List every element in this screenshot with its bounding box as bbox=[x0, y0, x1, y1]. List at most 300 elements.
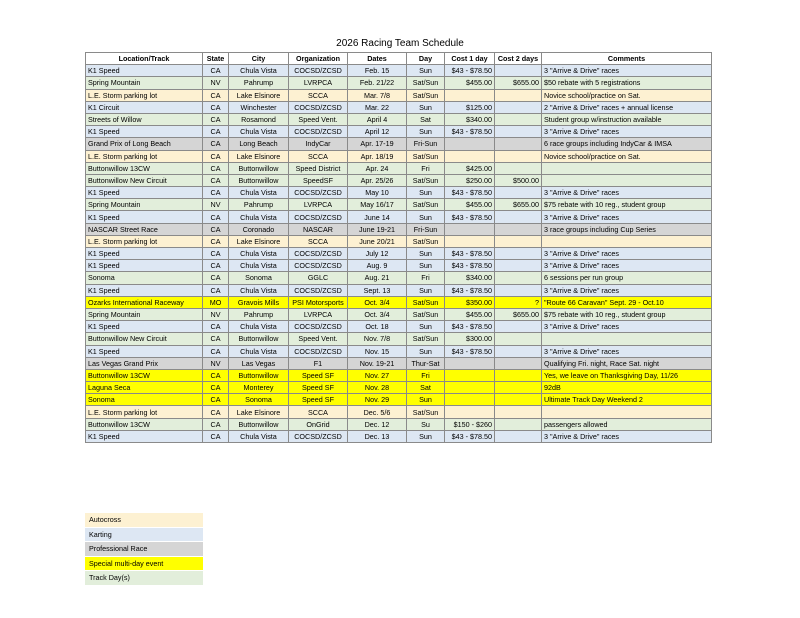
city-cell: Gravois Mills bbox=[229, 296, 289, 308]
day-cell: Sat/Sun bbox=[407, 333, 445, 345]
table-row bbox=[86, 406, 712, 418]
table-row bbox=[86, 138, 712, 150]
dates-cell: May 10 bbox=[348, 187, 407, 199]
dates-cell: Feb. 21/22 bbox=[348, 77, 407, 89]
legend-item-pro: Professional Race bbox=[85, 542, 203, 557]
comments-cell: Student group w/instruction available bbox=[542, 113, 712, 125]
dates-cell: Dec. 12 bbox=[348, 418, 407, 430]
cost-1-day-cell: $455.00 bbox=[445, 199, 495, 211]
city-cell: Chula Vista bbox=[229, 187, 289, 199]
cost-1-day-cell bbox=[445, 406, 495, 418]
cost-1-day-cell: $43 - $78.50 bbox=[445, 430, 495, 442]
comments-cell: 92dB bbox=[542, 382, 712, 394]
comments-cell: 3 "Arrive & Drive" races bbox=[542, 430, 712, 442]
location-cell: L.E. Storm parking lot bbox=[86, 406, 203, 418]
comments-cell: 3 "Arrive & Drive" races bbox=[542, 211, 712, 223]
cost-1-day-cell: $125.00 bbox=[445, 101, 495, 113]
state-cell: CA bbox=[203, 65, 229, 77]
city-cell: Buttonwillow bbox=[229, 418, 289, 430]
state-cell: CA bbox=[203, 394, 229, 406]
organization-cell: COCSD/ZCSD bbox=[289, 345, 348, 357]
day-cell: Fri-Sun bbox=[407, 138, 445, 150]
organization-cell: Speed SF bbox=[289, 394, 348, 406]
location-cell: Laguna Seca bbox=[86, 382, 203, 394]
table-row bbox=[86, 382, 712, 394]
comments-cell: Qualifying Fri. night, Race Sat. night bbox=[542, 357, 712, 369]
schedule-table bbox=[85, 52, 712, 443]
cost-2-days-cell bbox=[495, 162, 542, 174]
day-cell: Fri bbox=[407, 369, 445, 381]
cost-2-days-cell bbox=[495, 345, 542, 357]
state-cell: NV bbox=[203, 357, 229, 369]
comments-cell: $50 rebate with 5 registrations bbox=[542, 77, 712, 89]
table-row bbox=[86, 113, 712, 125]
city-cell: Pahrump bbox=[229, 308, 289, 320]
city-cell: Lake Elsinore bbox=[229, 406, 289, 418]
location-cell: L.E. Storm parking lot bbox=[86, 89, 203, 101]
comments-cell: Yes, we leave on Thanksgiving Day, 11/26 bbox=[542, 369, 712, 381]
city-cell: Monterey bbox=[229, 382, 289, 394]
state-cell: CA bbox=[203, 126, 229, 138]
organization-cell: COCSD/ZCSD bbox=[289, 101, 348, 113]
cost-1-day-cell bbox=[445, 394, 495, 406]
state-cell: CA bbox=[203, 406, 229, 418]
state-cell: CA bbox=[203, 162, 229, 174]
organization-cell: NASCAR bbox=[289, 223, 348, 235]
city-cell: Lake Elsinore bbox=[229, 150, 289, 162]
city-cell: Long Beach bbox=[229, 138, 289, 150]
day-cell: Sun bbox=[407, 260, 445, 272]
organization-cell: Speed SF bbox=[289, 369, 348, 381]
cost-2-days-cell: $655.00 bbox=[495, 199, 542, 211]
day-cell: Fri-Sun bbox=[407, 223, 445, 235]
dates-cell: Nov. 19-21 bbox=[348, 357, 407, 369]
table-row bbox=[86, 369, 712, 381]
cost-2-days-cell bbox=[495, 211, 542, 223]
comments-cell: Novice school/practice on Sat. bbox=[542, 89, 712, 101]
cost-1-day-cell bbox=[445, 235, 495, 247]
state-cell: CA bbox=[203, 272, 229, 284]
table-row bbox=[86, 77, 712, 89]
organization-cell: COCSD/ZCSD bbox=[289, 260, 348, 272]
day-cell: Sun bbox=[407, 345, 445, 357]
table-row bbox=[86, 199, 712, 211]
dates-cell: Apr. 24 bbox=[348, 162, 407, 174]
cost-1-day-cell bbox=[445, 138, 495, 150]
dates-cell: Oct. 18 bbox=[348, 321, 407, 333]
day-cell: Sat/Sun bbox=[407, 296, 445, 308]
cost-2-days-cell bbox=[495, 223, 542, 235]
day-cell: Sat bbox=[407, 382, 445, 394]
dates-cell: May 16/17 bbox=[348, 199, 407, 211]
day-cell: Sat/Sun bbox=[407, 150, 445, 162]
location-cell: Buttonwillow New Circuit bbox=[86, 333, 203, 345]
legend-item-autocross: Autocross bbox=[85, 513, 203, 528]
location-cell: Sonoma bbox=[86, 272, 203, 284]
cost-1-day-cell: $340.00 bbox=[445, 272, 495, 284]
dates-cell: Dec. 13 bbox=[348, 430, 407, 442]
day-cell: Su bbox=[407, 418, 445, 430]
state-cell: CA bbox=[203, 369, 229, 381]
city-cell: Chula Vista bbox=[229, 65, 289, 77]
dates-cell: July 12 bbox=[348, 248, 407, 260]
schedule-body bbox=[86, 65, 712, 443]
page-title: 2026 Racing Team Schedule bbox=[336, 38, 464, 49]
state-cell: CA bbox=[203, 248, 229, 260]
cost-1-day-cell: $43 - $78.50 bbox=[445, 321, 495, 333]
location-cell: K1 Speed bbox=[86, 260, 203, 272]
day-cell: Sat/Sun bbox=[407, 199, 445, 211]
day-cell: Fri bbox=[407, 272, 445, 284]
dates-cell: Feb. 15 bbox=[348, 65, 407, 77]
cost-2-days-cell: $655.00 bbox=[495, 77, 542, 89]
city-cell: Chula Vista bbox=[229, 248, 289, 260]
comments-cell: 6 sessions per run group bbox=[542, 272, 712, 284]
cost-1-day-cell: $43 - $78.50 bbox=[445, 284, 495, 296]
state-cell: CA bbox=[203, 284, 229, 296]
cost-2-days-cell bbox=[495, 418, 542, 430]
cost-2-days-cell bbox=[495, 382, 542, 394]
table-row bbox=[86, 418, 712, 430]
location-cell: Sonoma bbox=[86, 394, 203, 406]
state-cell: CA bbox=[203, 260, 229, 272]
comments-cell: 3 "Arrive & Drive" races bbox=[542, 187, 712, 199]
cost-2-days-cell bbox=[495, 248, 542, 260]
comments-cell: 3 "Arrive & Drive" races bbox=[542, 65, 712, 77]
cost-1-day-cell: $300.00 bbox=[445, 333, 495, 345]
day-cell: Fri bbox=[407, 162, 445, 174]
comments-cell: $75 rebate with 10 reg., student group bbox=[542, 308, 712, 320]
day-cell: Sun bbox=[407, 65, 445, 77]
comments-cell bbox=[542, 333, 712, 345]
table-row bbox=[86, 296, 712, 308]
city-cell: Buttonwillow bbox=[229, 162, 289, 174]
day-cell: Sun bbox=[407, 284, 445, 296]
comments-cell bbox=[542, 406, 712, 418]
cost-2-days-cell bbox=[495, 406, 542, 418]
cost-2-days-cell: $500.00 bbox=[495, 174, 542, 186]
city-cell: Pahrump bbox=[229, 199, 289, 211]
table-row bbox=[86, 321, 712, 333]
location-cell: K1 Speed bbox=[86, 187, 203, 199]
location-cell: K1 Speed bbox=[86, 248, 203, 260]
organization-cell: LVRPCA bbox=[289, 199, 348, 211]
organization-cell: GGLC bbox=[289, 272, 348, 284]
comments-cell: 3 "Arrive & Drive" races bbox=[542, 126, 712, 138]
state-cell: CA bbox=[203, 113, 229, 125]
cost-2-days-cell bbox=[495, 150, 542, 162]
cost-2-days-cell bbox=[495, 272, 542, 284]
day-cell: Sat/Sun bbox=[407, 406, 445, 418]
organization-cell: F1 bbox=[289, 357, 348, 369]
day-cell: Sun bbox=[407, 430, 445, 442]
city-cell: Chula Vista bbox=[229, 430, 289, 442]
day-cell: Thur-Sat bbox=[407, 357, 445, 369]
col-header-organization: Organization bbox=[289, 53, 348, 65]
table-row bbox=[86, 394, 712, 406]
location-cell: Spring Mountain bbox=[86, 308, 203, 320]
cost-2-days-cell bbox=[495, 394, 542, 406]
location-cell: NASCAR Street Race bbox=[86, 223, 203, 235]
dates-cell: Apr. 18/19 bbox=[348, 150, 407, 162]
location-cell: Buttonwillow 13CW bbox=[86, 369, 203, 381]
cost-2-days-cell: $655.00 bbox=[495, 308, 542, 320]
organization-cell: IndyCar bbox=[289, 138, 348, 150]
cost-2-days-cell bbox=[495, 235, 542, 247]
dates-cell: Nov. 29 bbox=[348, 394, 407, 406]
legend-item-track: Track Day(s) bbox=[85, 571, 203, 586]
location-cell: K1 Circuit bbox=[86, 101, 203, 113]
dates-cell: Aug. 9 bbox=[348, 260, 407, 272]
organization-cell: COCSD/ZCSD bbox=[289, 248, 348, 260]
location-cell: K1 Speed bbox=[86, 430, 203, 442]
dates-cell: Nov. 7/8 bbox=[348, 333, 407, 345]
organization-cell: COCSD/ZCSD bbox=[289, 65, 348, 77]
comments-cell: 3 "Arrive & Drive" races bbox=[542, 284, 712, 296]
location-cell: K1 Speed bbox=[86, 321, 203, 333]
dates-cell: Apr. 17-19 bbox=[348, 138, 407, 150]
dates-cell: Aug. 21 bbox=[348, 272, 407, 284]
state-cell: NV bbox=[203, 308, 229, 320]
cost-2-days-cell: ? bbox=[495, 296, 542, 308]
dates-cell: June 20/21 bbox=[348, 235, 407, 247]
col-header-city: City bbox=[229, 53, 289, 65]
organization-cell: SCCA bbox=[289, 235, 348, 247]
table-row bbox=[86, 65, 712, 77]
state-cell: CA bbox=[203, 345, 229, 357]
comments-cell: 3 race groups including Cup Series bbox=[542, 223, 712, 235]
comments-cell bbox=[542, 235, 712, 247]
cost-2-days-cell bbox=[495, 126, 542, 138]
cost-1-day-cell bbox=[445, 150, 495, 162]
state-cell: CA bbox=[203, 430, 229, 442]
comments-cell: 3 "Arrive & Drive" races bbox=[542, 260, 712, 272]
dates-cell: Nov. 15 bbox=[348, 345, 407, 357]
state-cell: CA bbox=[203, 174, 229, 186]
organization-cell: COCSD/ZCSD bbox=[289, 284, 348, 296]
organization-cell: SCCA bbox=[289, 150, 348, 162]
cost-1-day-cell: $43 - $78.50 bbox=[445, 65, 495, 77]
dates-cell: Apr. 25/26 bbox=[348, 174, 407, 186]
comments-cell bbox=[542, 162, 712, 174]
dates-cell: Mar. 7/8 bbox=[348, 89, 407, 101]
location-cell: Streets of Willow bbox=[86, 113, 203, 125]
table-row bbox=[86, 248, 712, 260]
state-cell: CA bbox=[203, 150, 229, 162]
cost-2-days-cell bbox=[495, 89, 542, 101]
location-cell: Buttonwillow 13CW bbox=[86, 162, 203, 174]
organization-cell: Speed Vent. bbox=[289, 113, 348, 125]
state-cell: CA bbox=[203, 101, 229, 113]
city-cell: Buttonwillow bbox=[229, 174, 289, 186]
table-row bbox=[86, 223, 712, 235]
city-cell: Chula Vista bbox=[229, 260, 289, 272]
comments-cell: 3 "Arrive & Drive" races bbox=[542, 248, 712, 260]
location-cell: L.E. Storm parking lot bbox=[86, 150, 203, 162]
cost-2-days-cell bbox=[495, 65, 542, 77]
cost-2-days-cell bbox=[495, 333, 542, 345]
cost-1-day-cell: $455.00 bbox=[445, 308, 495, 320]
organization-cell: LVRPCA bbox=[289, 308, 348, 320]
state-cell: NV bbox=[203, 77, 229, 89]
organization-cell: PSI Motorsports bbox=[289, 296, 348, 308]
col-header-dates: Dates bbox=[348, 53, 407, 65]
cost-1-day-cell: $150 - $260 bbox=[445, 418, 495, 430]
col-header-day: Day bbox=[407, 53, 445, 65]
organization-cell: Speed Vent. bbox=[289, 333, 348, 345]
state-cell: CA bbox=[203, 235, 229, 247]
cost-1-day-cell: $43 - $78.50 bbox=[445, 211, 495, 223]
city-cell: Buttonwillow bbox=[229, 333, 289, 345]
city-cell: Chula Vista bbox=[229, 345, 289, 357]
day-cell: Sat/Sun bbox=[407, 308, 445, 320]
day-cell: Sat/Sun bbox=[407, 77, 445, 89]
cost-1-day-cell: $43 - $78.50 bbox=[445, 187, 495, 199]
city-cell: Sonoma bbox=[229, 272, 289, 284]
location-cell: Buttonwillow New Circuit bbox=[86, 174, 203, 186]
table-header-row bbox=[86, 53, 712, 65]
table-row bbox=[86, 308, 712, 320]
day-cell: Sat/Sun bbox=[407, 89, 445, 101]
state-cell: MO bbox=[203, 296, 229, 308]
cost-1-day-cell: $250.00 bbox=[445, 174, 495, 186]
city-cell: Chula Vista bbox=[229, 321, 289, 333]
comments-cell: 6 race groups including IndyCar & IMSA bbox=[542, 138, 712, 150]
location-cell: K1 Speed bbox=[86, 65, 203, 77]
dates-cell: Oct. 3/4 bbox=[348, 296, 407, 308]
cost-2-days-cell bbox=[495, 187, 542, 199]
dates-cell: Mar. 22 bbox=[348, 101, 407, 113]
cost-2-days-cell bbox=[495, 357, 542, 369]
day-cell: Sun bbox=[407, 394, 445, 406]
city-cell: Sonoma bbox=[229, 394, 289, 406]
cost-2-days-cell bbox=[495, 260, 542, 272]
comments-cell: Ultimate Track Day Weekend 2 bbox=[542, 394, 712, 406]
location-cell: K1 Speed bbox=[86, 284, 203, 296]
location-cell: K1 Speed bbox=[86, 211, 203, 223]
organization-cell: COCSD/ZCSD bbox=[289, 430, 348, 442]
col-header-state: State bbox=[203, 53, 229, 65]
cost-1-day-cell bbox=[445, 89, 495, 101]
organization-cell: LVRPCA bbox=[289, 77, 348, 89]
state-cell: CA bbox=[203, 187, 229, 199]
dates-cell: April 4 bbox=[348, 113, 407, 125]
dates-cell: April 12 bbox=[348, 126, 407, 138]
state-cell: CA bbox=[203, 138, 229, 150]
day-cell: Sun bbox=[407, 211, 445, 223]
cost-1-day-cell: $425.00 bbox=[445, 162, 495, 174]
organization-cell: SCCA bbox=[289, 89, 348, 101]
organization-cell: SCCA bbox=[289, 406, 348, 418]
location-cell: Spring Mountain bbox=[86, 199, 203, 211]
table-row bbox=[86, 430, 712, 442]
state-cell: CA bbox=[203, 333, 229, 345]
day-cell: Sun bbox=[407, 101, 445, 113]
cost-1-day-cell: $43 - $78.50 bbox=[445, 248, 495, 260]
state-cell: CA bbox=[203, 321, 229, 333]
organization-cell: COCSD/ZCSD bbox=[289, 126, 348, 138]
state-cell: CA bbox=[203, 382, 229, 394]
cost-2-days-cell bbox=[495, 138, 542, 150]
cost-2-days-cell bbox=[495, 284, 542, 296]
cost-1-day-cell: $350.00 bbox=[445, 296, 495, 308]
location-cell: K1 Speed bbox=[86, 126, 203, 138]
dates-cell: Dec. 5/6 bbox=[348, 406, 407, 418]
day-cell: Sat/Sun bbox=[407, 174, 445, 186]
organization-cell: COCSD/ZCSD bbox=[289, 187, 348, 199]
cost-1-day-cell: $455.00 bbox=[445, 77, 495, 89]
organization-cell: Speed District bbox=[289, 162, 348, 174]
legend-item-karting: Karting bbox=[85, 528, 203, 543]
organization-cell: COCSD/ZCSD bbox=[289, 321, 348, 333]
table-row bbox=[86, 101, 712, 113]
organization-cell: SpeedSF bbox=[289, 174, 348, 186]
cost-1-day-cell: $340.00 bbox=[445, 113, 495, 125]
col-header-cost-1-day: Cost 1 day bbox=[445, 53, 495, 65]
cost-2-days-cell bbox=[495, 113, 542, 125]
comments-cell: passengers allowed bbox=[542, 418, 712, 430]
city-cell: Las Vegas bbox=[229, 357, 289, 369]
city-cell: Coronado bbox=[229, 223, 289, 235]
col-header-cost-2-days: Cost 2 days bbox=[495, 53, 542, 65]
legend-item-special: Special multi-day event bbox=[85, 557, 203, 572]
city-cell: Chula Vista bbox=[229, 126, 289, 138]
table-row bbox=[86, 272, 712, 284]
comments-cell: 3 "Arrive & Drive" races bbox=[542, 321, 712, 333]
organization-cell: Speed SF bbox=[289, 382, 348, 394]
organization-cell: COCSD/ZCSD bbox=[289, 211, 348, 223]
table-row bbox=[86, 126, 712, 138]
dates-cell: Oct. 3/4 bbox=[348, 308, 407, 320]
cost-2-days-cell bbox=[495, 369, 542, 381]
day-cell: Sun bbox=[407, 321, 445, 333]
day-cell: Sat bbox=[407, 113, 445, 125]
city-cell: Rosamond bbox=[229, 113, 289, 125]
dates-cell: Sept. 13 bbox=[348, 284, 407, 296]
comments-cell: $75 rebate with 10 reg., student group bbox=[542, 199, 712, 211]
city-cell: Lake Elsinore bbox=[229, 235, 289, 247]
dates-cell: June 14 bbox=[348, 211, 407, 223]
table-row bbox=[86, 187, 712, 199]
col-header-location: Location/Track bbox=[86, 53, 203, 65]
city-cell: Lake Elsinore bbox=[229, 89, 289, 101]
state-cell: NV bbox=[203, 199, 229, 211]
cost-2-days-cell bbox=[495, 321, 542, 333]
cost-1-day-cell bbox=[445, 382, 495, 394]
location-cell: Buttonwillow 13CW bbox=[86, 418, 203, 430]
dates-cell: June 19-21 bbox=[348, 223, 407, 235]
city-cell: Buttonwillow bbox=[229, 369, 289, 381]
table-row bbox=[86, 235, 712, 247]
table-row bbox=[86, 260, 712, 272]
dates-cell: Nov. 27 bbox=[348, 369, 407, 381]
cost-1-day-cell bbox=[445, 369, 495, 381]
day-cell: Sat/Sun bbox=[407, 235, 445, 247]
comments-cell: Novice school/practice on Sat. bbox=[542, 150, 712, 162]
table-row bbox=[86, 150, 712, 162]
location-cell: L.E. Storm parking lot bbox=[86, 235, 203, 247]
location-cell: Las Vegas Grand Prix bbox=[86, 357, 203, 369]
table-row bbox=[86, 174, 712, 186]
col-header-comments: Comments bbox=[542, 53, 712, 65]
comments-cell: 3 "Arrive & Drive" races bbox=[542, 345, 712, 357]
comments-cell: "Route 66 Caravan" Sept. 29 - Oct.10 bbox=[542, 296, 712, 308]
city-cell: Chula Vista bbox=[229, 211, 289, 223]
day-cell: Sun bbox=[407, 248, 445, 260]
city-cell: Winchester bbox=[229, 101, 289, 113]
state-cell: CA bbox=[203, 211, 229, 223]
cost-1-day-cell: $43 - $78.50 bbox=[445, 345, 495, 357]
